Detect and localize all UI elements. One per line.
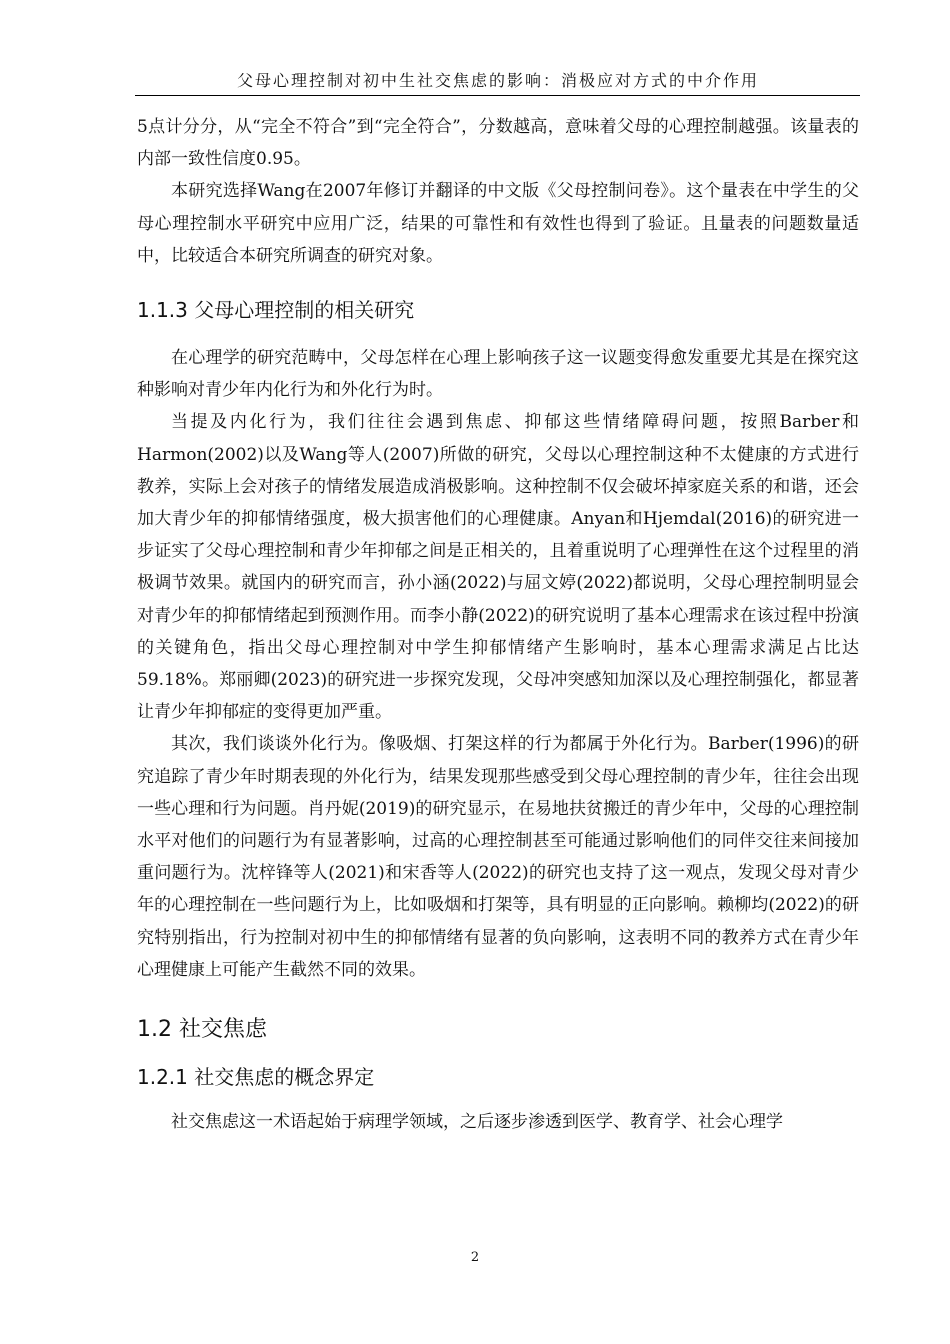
page-number: 2 bbox=[470, 1250, 480, 1265]
section-heading-1-1-3: 1.1.3 父母心理控制的相关研究 bbox=[137, 298, 415, 323]
paragraph-research-context: 在心理学的研究范畴中，父母怎样在心理上影响孩子这一议题变得愈发重要尤其是在探究这种影响对青少年内化行为和外化行为时。 bbox=[137, 348, 859, 401]
running-header: 父母心理控制对初中生社交焦虑的影响：消极应对方式的中介作用 bbox=[236, 71, 759, 90]
section-heading-1-2: 1.2 社交焦虑 bbox=[137, 1017, 267, 1043]
section-heading-1-2-1: 1.2.1 社交焦虑的概念界定 bbox=[137, 1065, 375, 1090]
page-body bbox=[137, 111, 859, 1138]
paragraph-externalizing-behavior: 其次，我们谈谈外化行为。像吸烟、打架这样的行为都属于外化行为。Barber(1996)的研究追踪了青少年时期表现的外化行为，结果发现那些感受到父母心理控制的青少年，往往会出现一些心理和行为问题。肖丹妮(2019)的研究显示，在易地扶贫搬迁的青少年中，父母的心理控制水平对他们的问题行为有显著影响，过高的心理控制甚至可能通过影响他们的同伴交往来间接加重问题行为。沈梓锋等人(2021)和宋香等人(2022)的研究也支持了这一观点，发现父母对青少年的心理控制在一些问题行为上，比如吸烟和打架等，具有明显的正向影响。赖柳均(2022)的研究特别指出，行为控制对初中生的抑郁情绪有显著的负向影响，这表明不同的教养方式在青少年心理健康上可能产生截然不同的效果。 bbox=[137, 734, 859, 980]
paragraph-internalizing-behavior: 当提及内化行为，我们往往会遇到焦虑、抑郁这些情绪障碍问题，按照Barber和Harmon(2002)以及Wang等人(2007)所做的研究，父母以心理控制这种不太健康的方式进行教养，实际上会对孩子的情绪发展造成消极影响。这种控制不仅会破坏掉家庭关系的和谐，还会加大青少年的抑郁情绪强度，极大损害他们的心理健康。Anyan和Hjemdal(2016)的研究进一步证实了父母心理控制和青少年抑郁之间是正相关的，且着重说明了心理弹性在这个过程里的消极调节效果。就国内的研究而言，孙小涵(2022)与屈文婷(2022)都说明，父母心理控制明显会对青少年的抑郁情绪起到预测作用。而李小静(2022)的研究说明了基本心理需求在该过程中扮演的关键角色，指出父母心理控制对中学生抑郁情绪产生影响时，基本心理需求满足占比达59.18%。郑丽卿(2023)的研究进一步探究发现，父母冲突感知加深以及心理控制强化，都显著让青少年抑郁症的变得更加严重。 bbox=[137, 412, 859, 723]
paragraph-questionnaire-choice: 本研究选择Wang在2007年修订并翻译的中文版《父母控制问卷》。这个量表在中学生的父母心理控制水平研究中应用广泛，结果的可靠性和有效性也得到了验证。且量表的问题数量适中，比较适合本研究所调查的研究对象。 bbox=[137, 181, 859, 266]
paragraph-scale-scoring: 5点计分分，从“完全不符合”到“完全符合”，分数越高，意味着父母的心理控制越强。该量表的内部一致性信度0.95。 bbox=[137, 117, 859, 170]
paragraph-social-anxiety-origin: 社交焦虑这一术语起始于病理学领域，之后逐步渗透到医学、教育学、社会心理学 bbox=[171, 1112, 783, 1133]
header-rule bbox=[135, 95, 860, 96]
